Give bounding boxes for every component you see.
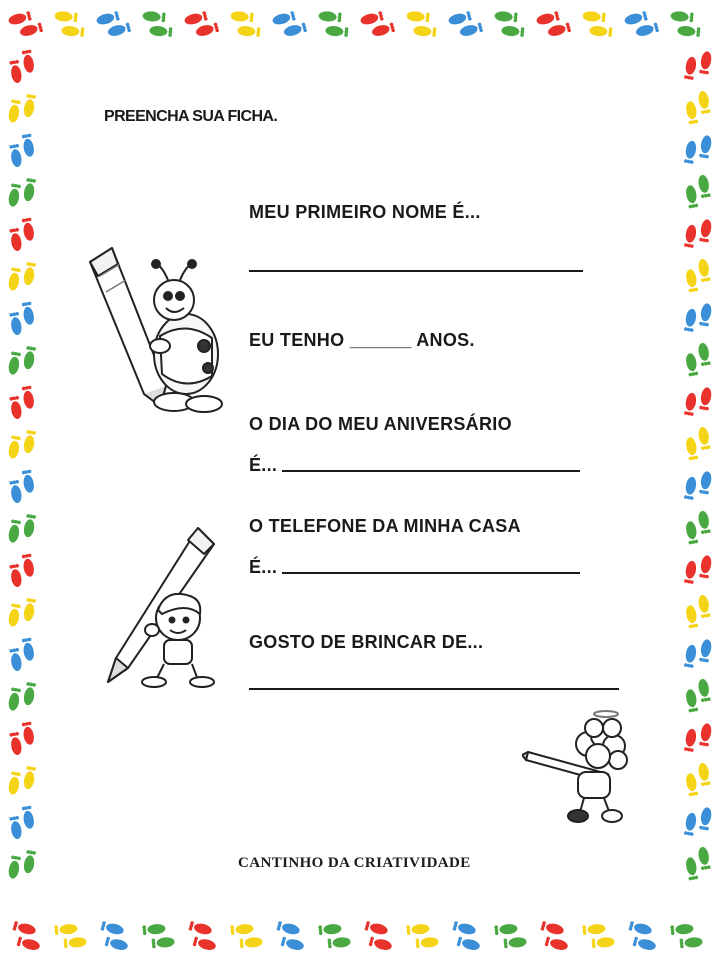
footprint-icon <box>7 259 36 293</box>
footprint-icon <box>8 133 37 167</box>
girl-pencil-illustration <box>522 708 630 826</box>
footprint-icon <box>493 11 526 38</box>
first-name-prompt: MEU PRIMEIRO NOME É... <box>249 202 481 222</box>
footprint-icon <box>535 9 571 40</box>
footprint-icon <box>271 9 307 40</box>
age-suffix: ANOS. <box>416 330 475 350</box>
footprint-icon <box>97 921 133 952</box>
footprint-icon <box>8 805 37 839</box>
footprint-icon <box>7 9 43 40</box>
footprint-icon <box>623 9 659 40</box>
footprint-icon <box>683 762 712 796</box>
sheet-heading: PREENCHA SUA FICHA. <box>104 108 278 125</box>
footprint-icon <box>683 258 712 292</box>
footprint-icon <box>683 594 712 628</box>
footprint-icon <box>95 9 131 40</box>
footprint-icon <box>229 11 262 38</box>
footprint-icon <box>230 923 263 950</box>
play-prompt: GOSTO DE BRINCAR DE... <box>249 632 484 652</box>
footprint-icon <box>7 511 36 545</box>
footprint-icon <box>7 763 36 797</box>
phone-prompt: O TELEFONE DA MINHA CASA <box>249 516 521 536</box>
footprint-icon <box>273 921 309 952</box>
footprint-icon <box>318 923 351 950</box>
footprint-icon <box>684 636 713 670</box>
footprint-icon <box>625 921 661 952</box>
footprint-icon <box>7 175 36 209</box>
age-prefix: EU TENHO <box>249 330 345 350</box>
birthday-answer-line[interactable] <box>282 470 580 472</box>
footprint-icon <box>8 469 37 503</box>
footprint-icon <box>684 468 713 502</box>
footprint-icon <box>359 9 395 40</box>
footprint-icon <box>361 921 397 952</box>
footprint-icon <box>8 553 37 587</box>
footprint-icon <box>405 11 438 38</box>
footprint-icon <box>683 90 712 124</box>
footprint-icon <box>684 552 713 586</box>
footprint-icon <box>669 11 702 38</box>
footer-credit: CANTINHO DA CRIATIVIDADE <box>238 855 471 871</box>
footprint-icon <box>8 49 37 83</box>
footprint-icon <box>684 720 713 754</box>
footprint-icon <box>684 216 713 250</box>
footprint-icon <box>683 174 712 208</box>
birthday-lead: É... <box>249 455 278 475</box>
footprint-icon <box>142 923 175 950</box>
footprint-icon <box>683 510 712 544</box>
footprint-icon <box>317 11 350 38</box>
footprint-icon <box>684 132 713 166</box>
footprint-icon <box>8 217 37 251</box>
boy-pencil-illustration <box>106 522 218 690</box>
footprint-icon <box>684 804 713 838</box>
footprint-icon <box>7 343 36 377</box>
footprint-icon <box>8 721 37 755</box>
footprint-icon <box>683 678 712 712</box>
phone-answer-line[interactable] <box>282 572 580 574</box>
footprint-icon <box>7 427 36 461</box>
footprint-icon <box>582 923 615 950</box>
footprint-icon <box>7 847 36 881</box>
footprint-icon <box>8 301 37 335</box>
phone-lead: É... <box>249 557 278 577</box>
footprint-icon <box>7 679 36 713</box>
footprint-icon <box>684 384 713 418</box>
footprint-icon <box>581 11 614 38</box>
footprint-icon <box>9 921 45 952</box>
footprint-icon <box>141 11 174 38</box>
footprint-icon <box>8 637 37 671</box>
birthday-prompt: O DIA DO MEU ANIVERSÁRIO <box>249 414 512 434</box>
footprint-icon <box>8 385 37 419</box>
ladybug-pencil-illustration <box>86 236 228 420</box>
footprint-icon <box>683 342 712 376</box>
footprint-icon <box>449 921 485 952</box>
footprint-icon <box>183 9 219 40</box>
footprint-icon <box>406 923 439 950</box>
footprint-icon <box>494 923 527 950</box>
footprint-icon <box>683 846 712 880</box>
age-sentence <box>249 330 475 351</box>
age-blank[interactable]: ______ <box>349 330 412 350</box>
play-answer-line[interactable] <box>249 688 619 690</box>
footprint-icon <box>54 923 87 950</box>
footprint-icon <box>684 300 713 334</box>
footprint-icon <box>683 426 712 460</box>
footprint-icon <box>537 921 573 952</box>
first-name-answer-line[interactable] <box>249 270 583 272</box>
footprint-icon <box>53 11 86 38</box>
footprint-icon <box>447 9 483 40</box>
footprint-icon <box>7 91 36 125</box>
footprint-icon <box>185 921 221 952</box>
footprint-icon <box>670 923 703 950</box>
footprint-icon <box>7 595 36 629</box>
footprint-icon <box>684 48 713 82</box>
